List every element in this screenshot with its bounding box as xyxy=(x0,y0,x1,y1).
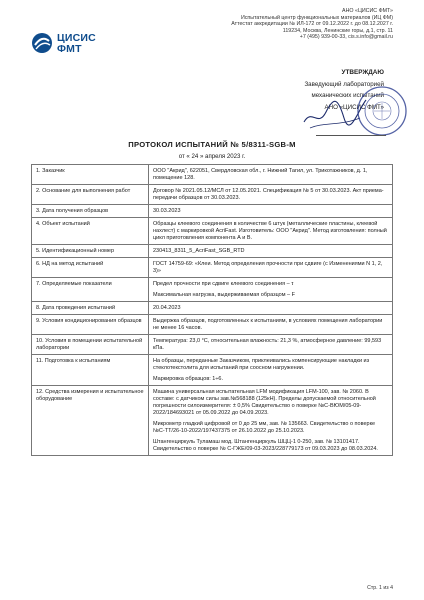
row-value xyxy=(149,386,393,456)
row-value-text: Договор № 2021.05.12/МСЛ от 12.05.2021. Спецификация № 5 от 30.03.2023. Акт приема-передачи образцов от 30.03.2023. xyxy=(153,188,384,201)
lab-info-line-5: +7 (495) 939-00-33, cis.s.info@gmail.ru xyxy=(299,34,393,41)
row-label: 2. Основание для выполнения работ xyxy=(32,185,149,205)
row-label: 6. НД на метод испытаний xyxy=(32,258,149,278)
stamp-icon xyxy=(356,85,408,137)
row-value-text: Выдержка образцов, подготовленных к испытаниям, в условиях помещения лаборатории не менее 16 часов. xyxy=(153,318,383,331)
lab-info-header xyxy=(193,8,393,41)
row-value-text: Машина универсальная испытательная LFM модификация LFM-100, зав. № 2060. В составе: с датчиком силы зав.№568188 (125кН). Пределы допускаемой относительной погрешности силоизмерителя: ± 0,5% Свидетельство о поверке №С-ВЮМ/05-09-2022/184693021 от 05.09.2022 до 04.09.2023. xyxy=(153,389,376,416)
row-value-text: На образцы, переданные Заказчиком, приклеивались компенсирующие накладки из стеклотекстолита для испытаний при соосном нагружении. xyxy=(153,358,370,371)
table-row xyxy=(32,355,393,386)
row-label: 5. Идентификационный номер xyxy=(32,245,149,258)
row-value xyxy=(149,278,393,302)
approval-line-3: АНО «ЦИСИС ФМТ» xyxy=(324,103,384,111)
row-value xyxy=(149,218,393,245)
protocol-date: от « 24 » апреля 2023 г. xyxy=(178,153,246,160)
table-row xyxy=(32,278,393,302)
row-value-text: Температура: 23,0 °С, относительная влажность: 21,3 %, атмосферное давление: 99,593 кПа. xyxy=(153,338,382,351)
row-value-text: Предел прочности при сдвиге клеевого соединения – τ xyxy=(153,281,294,287)
row-value xyxy=(149,258,393,278)
row-value-text: Максимальная нагрузка, выдерживаемая образцом – F xyxy=(153,292,295,298)
row-value xyxy=(149,205,393,218)
table-row xyxy=(32,335,393,355)
row-label: 11. Подготовка к испытаниям xyxy=(32,355,149,386)
table-row xyxy=(32,218,393,245)
row-value-text: ГОСТ 14759-69: «Клеи. Метод определения прочности при сдвиге (с Изменениями N 1, 2, 3)» xyxy=(153,261,383,274)
lab-info-line-1: АНО «ЦИСИС ФМТ» xyxy=(342,8,393,14)
logo-mark-icon xyxy=(31,32,53,54)
approval-line-1: Заведующий лабораторией xyxy=(304,80,384,88)
row-label: 1. Заказчик xyxy=(32,165,149,185)
table-row xyxy=(32,315,393,335)
table-row xyxy=(32,245,393,258)
row-value-text: 230413_8311_5_AcriFast_SGB_RTD xyxy=(153,248,245,254)
row-label: 7. Определяемые показатели xyxy=(32,278,149,302)
lab-info-line-2: Испытательный центр функциональных материалов (ИЦ ФМ) xyxy=(240,14,393,21)
company-logo xyxy=(31,32,111,56)
approval-heading: УТВЕРЖДАЮ xyxy=(341,69,384,76)
row-value xyxy=(149,245,393,258)
row-label: 9. Условия кондиционирования образцов xyxy=(32,315,149,335)
table-row xyxy=(32,302,393,315)
page-number: Стр. 1 из 4 xyxy=(367,585,393,591)
signature-line xyxy=(316,135,386,136)
row-value-text: 30.03.2023 xyxy=(153,208,181,214)
lab-info-line-3: Аттестат аккредитации № ИЛ-172 от 09.12.2022 г. до 08.12.2027 г. xyxy=(231,21,393,28)
row-value-text: Микрометр гладкий цифровой от 0 до 25 мм, зав. № 135663. Свидетельство о поверке №С-ТТ/26-10-2022/197437375 от 26.10.2022 до 25.10.2023. xyxy=(153,421,376,434)
logo-text xyxy=(57,33,96,54)
row-value-text: Штангенциркуль Туламаш мод. Штангенциркуль ШЦЦ-1 0-250, зав. № 13101417. Свидетельство о поверке № С-ГЖЕ/09-03-2023/228779173 от 09.03.2023 до 08.03.2024. xyxy=(153,439,378,452)
protocol-title: ПРОТОКОЛ ИСПЫТАНИЙ № 5/8311-SGB-M xyxy=(128,140,296,149)
row-label: 12. Средства измерения и испытательное оборудование xyxy=(32,386,149,456)
row-value xyxy=(149,355,393,386)
table-row xyxy=(32,205,393,218)
row-label: 4. Объект испытаний xyxy=(32,218,149,245)
row-value-text: ООО "Акрид", 622051, Свердловская обл., г. Нижний Тагил, ул. Трикотажников, д. 1, помещение 128. xyxy=(153,168,368,181)
row-value xyxy=(149,335,393,355)
row-label: 10. Условия в помещении испытательной лаборатории xyxy=(32,335,149,355)
row-label: 3. Дата получения образцов xyxy=(32,205,149,218)
row-value xyxy=(149,165,393,185)
table-row xyxy=(32,185,393,205)
table-row xyxy=(32,258,393,278)
row-value xyxy=(149,302,393,315)
table-row xyxy=(32,165,393,185)
row-value xyxy=(149,185,393,205)
row-value-text: 20.04.2023 xyxy=(153,305,181,311)
protocol-table xyxy=(31,164,393,456)
row-value xyxy=(149,315,393,335)
approval-line-2: механических испытаний xyxy=(311,92,384,99)
lab-info-line-4: 119234, Москва, Ленинские горы, д.1, стр. 11 xyxy=(282,27,393,34)
row-label: 8. Дата проведения испытаний xyxy=(32,302,149,315)
table-row xyxy=(32,386,393,456)
logo-line-1: ЦИСИС xyxy=(57,32,96,44)
logo-line-2: ФМТ xyxy=(57,42,82,55)
row-value-text: Образцы клеевого соединения в количестве 6 штук (металлические пластины, клеевой нахлест) с маркировкой AcriFast. Изготовитель: ООО "Акрид". Метод изготовления: полный цикл приготовления компонента А и В. xyxy=(153,221,387,241)
row-value-text: Маркировка образцов: 1÷6. xyxy=(153,376,223,382)
